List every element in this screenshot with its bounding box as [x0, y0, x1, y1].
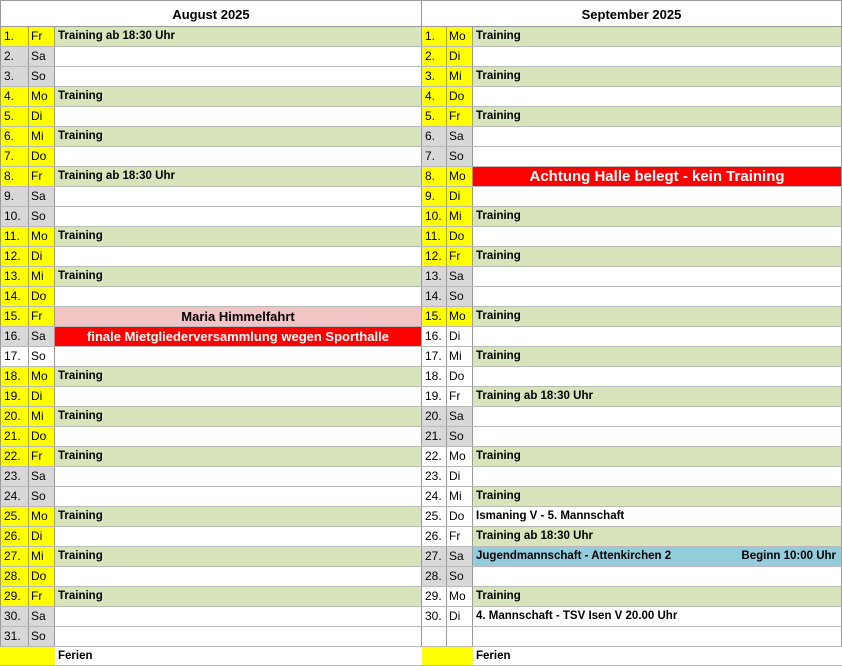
event-entry — [55, 267, 422, 286]
weekday: Sa — [29, 47, 55, 66]
event-entry — [55, 407, 422, 426]
day-number: 8. — [422, 167, 447, 186]
event-text: Training ab 18:30 Uhr — [476, 530, 593, 542]
event-entry — [473, 587, 842, 606]
september-title: September 2025 — [422, 0, 842, 27]
september-row — [422, 167, 842, 187]
event-entry — [473, 67, 842, 86]
event-entry — [473, 327, 842, 346]
day-number: 13. — [0, 267, 29, 286]
weekday: So — [447, 427, 473, 446]
weekday: Fr — [447, 247, 473, 266]
day-number: 7. — [422, 147, 447, 166]
event-entry — [55, 27, 422, 46]
august-legend-row — [0, 647, 422, 666]
weekday: Mi — [447, 487, 473, 506]
event-entry — [473, 387, 842, 406]
event-entry — [473, 467, 842, 486]
weekday: Sa — [447, 267, 473, 286]
event-entry — [473, 487, 842, 506]
day-number: 21. — [0, 427, 29, 446]
september-row — [422, 307, 842, 327]
event-text: Ismaning V - 5. Mannschaft — [476, 510, 625, 522]
event-entry — [473, 347, 842, 366]
event-entry — [55, 87, 422, 106]
day-number: 29. — [0, 587, 29, 606]
day-number: 15. — [422, 307, 447, 326]
august-row — [0, 527, 422, 547]
event-entry — [473, 427, 842, 446]
weekday: Do — [29, 567, 55, 586]
event-entry — [55, 387, 422, 406]
day-number: 17. — [422, 347, 447, 366]
day-number: 22. — [422, 447, 447, 466]
event-entry — [473, 187, 842, 206]
day-number: 31. — [0, 627, 29, 646]
september-row — [422, 587, 842, 607]
day-number: 27. — [0, 547, 29, 566]
weekday: Mo — [447, 167, 473, 186]
weekday: Fr — [447, 527, 473, 546]
weekday: Sa — [29, 467, 55, 486]
weekday: Sa — [29, 187, 55, 206]
event-entry — [55, 227, 422, 246]
weekday — [447, 627, 473, 646]
legend-label: Ferien — [55, 647, 422, 665]
event-text: Training ab 18:30 Uhr — [58, 170, 175, 182]
weekday: So — [29, 207, 55, 226]
event-text: Training — [476, 110, 521, 122]
event-entry — [55, 527, 422, 546]
september-row — [422, 287, 842, 307]
day-number: 8. — [0, 167, 29, 186]
weekday: Di — [29, 527, 55, 546]
august-row — [0, 467, 422, 487]
day-number: 9. — [422, 187, 447, 206]
event-text: Training — [58, 410, 103, 422]
day-number: 21. — [422, 427, 447, 446]
weekday: So — [447, 567, 473, 586]
august-row — [0, 627, 422, 647]
august-row — [0, 427, 422, 447]
day-number: 4. — [0, 87, 29, 106]
event-text: Training — [58, 510, 103, 522]
event-text: Training ab 18:30 Uhr — [476, 390, 593, 402]
day-number: 18. — [422, 367, 447, 386]
weekday: Mi — [447, 207, 473, 226]
day-number: 28. — [422, 567, 447, 586]
august-row — [0, 507, 422, 527]
event-entry — [473, 227, 842, 246]
event-text: Training — [58, 130, 103, 142]
weekday: Fr — [29, 447, 55, 466]
weekday: Di — [29, 107, 55, 126]
weekday: Sa — [29, 327, 55, 346]
weekday: Mi — [29, 407, 55, 426]
weekday: So — [29, 347, 55, 366]
weekday: Fr — [29, 27, 55, 46]
august-row — [0, 547, 422, 567]
day-number: 10. — [422, 207, 447, 226]
weekday: Mo — [29, 227, 55, 246]
event-text: Training — [476, 70, 521, 82]
weekday: Do — [447, 87, 473, 106]
august-row — [0, 587, 422, 607]
day-number: 5. — [422, 107, 447, 126]
day-number: 15. — [0, 307, 29, 326]
day-number: 19. — [422, 387, 447, 406]
event-entry — [55, 287, 422, 306]
event-text: Training — [476, 450, 521, 462]
august-row — [0, 47, 422, 67]
weekday: Sa — [447, 547, 473, 566]
september-row — [422, 547, 842, 567]
day-number: 12. — [0, 247, 29, 266]
august-row — [0, 127, 422, 147]
august-row — [0, 327, 422, 347]
day-number: 24. — [0, 487, 29, 506]
legend-label: Ferien — [473, 647, 842, 665]
day-number: 17. — [0, 347, 29, 366]
event-text: Training — [476, 490, 521, 502]
event-text: Training — [58, 90, 103, 102]
september-row — [422, 387, 842, 407]
event-entry — [473, 107, 842, 126]
day-number: 20. — [0, 407, 29, 426]
event-entry — [55, 47, 422, 66]
weekday: Mo — [29, 367, 55, 386]
event-entry — [473, 167, 842, 186]
event-entry — [55, 347, 422, 366]
weekday: Di — [447, 47, 473, 66]
event-entry — [55, 127, 422, 146]
event-text: Training — [476, 590, 521, 602]
weekday: Do — [29, 147, 55, 166]
event-text: Training — [476, 210, 521, 222]
event-entry — [473, 547, 842, 566]
event-entry — [473, 267, 842, 286]
event-entry — [473, 527, 842, 546]
september-row — [422, 327, 842, 347]
september-row — [422, 347, 842, 367]
day-number: 2. — [422, 47, 447, 66]
event-start-time: Beginn 10:00 Uhr — [741, 550, 836, 562]
september-row — [422, 247, 842, 267]
event-entry — [473, 407, 842, 426]
august-row — [0, 67, 422, 87]
event-entry — [55, 147, 422, 166]
event-entry — [473, 507, 842, 526]
august-row — [0, 287, 422, 307]
event-text: Training — [476, 30, 521, 42]
august-row — [0, 247, 422, 267]
weekday: Di — [447, 607, 473, 626]
weekday: Mi — [447, 347, 473, 366]
event-entry — [473, 87, 842, 106]
september-row — [422, 427, 842, 447]
weekday: Do — [447, 507, 473, 526]
weekday: Di — [447, 327, 473, 346]
event-entry — [55, 107, 422, 126]
day-number — [422, 627, 447, 646]
august-row — [0, 27, 422, 47]
day-number: 16. — [422, 327, 447, 346]
september-row — [422, 467, 842, 487]
day-number: 6. — [422, 127, 447, 146]
weekday: So — [29, 67, 55, 86]
september-row — [422, 487, 842, 507]
day-number: 25. — [422, 507, 447, 526]
september-row — [422, 67, 842, 87]
event-text: Training — [58, 450, 103, 462]
day-number: 29. — [422, 587, 447, 606]
august-row — [0, 167, 422, 187]
weekday: Mi — [29, 267, 55, 286]
event-entry — [55, 427, 422, 446]
day-number: 10. — [0, 207, 29, 226]
weekday: Di — [447, 187, 473, 206]
weekday: Do — [29, 427, 55, 446]
august-calendar — [0, 0, 422, 663]
september-row — [422, 187, 842, 207]
day-number: 4. — [422, 87, 447, 106]
event-text: Training — [58, 550, 103, 562]
holiday-color-swatch — [422, 647, 473, 665]
day-number: 11. — [0, 227, 29, 246]
weekday: Fr — [29, 307, 55, 326]
weekday: Mo — [29, 507, 55, 526]
event-text: Training — [58, 590, 103, 602]
event-entry — [473, 567, 842, 586]
day-number: 13. — [422, 267, 447, 286]
september-row — [422, 407, 842, 427]
event-text: Training — [58, 270, 103, 282]
day-number: 26. — [0, 527, 29, 546]
september-row — [422, 87, 842, 107]
day-number: 30. — [422, 607, 447, 626]
august-row — [0, 367, 422, 387]
event-text: Training ab 18:30 Uhr — [58, 30, 175, 42]
day-number: 1. — [422, 27, 447, 46]
day-number: 27. — [422, 547, 447, 566]
event-text: finale Mietgliederversammlung wegen Sporthalle — [87, 329, 389, 344]
weekday: Fr — [447, 387, 473, 406]
event-entry — [55, 507, 422, 526]
event-text: Training — [476, 310, 521, 322]
event-entry — [55, 627, 422, 646]
september-row — [422, 527, 842, 547]
weekday: So — [29, 627, 55, 646]
day-number: 16. — [0, 327, 29, 346]
august-row — [0, 147, 422, 167]
event-entry — [55, 207, 422, 226]
weekday: So — [447, 287, 473, 306]
event-text: Training — [58, 230, 103, 242]
weekday: So — [447, 147, 473, 166]
day-number: 3. — [422, 67, 447, 86]
august-row — [0, 487, 422, 507]
day-number: 7. — [0, 147, 29, 166]
day-number: 5. — [0, 107, 29, 126]
september-row — [422, 107, 842, 127]
event-entry — [473, 127, 842, 146]
event-text: Training — [476, 250, 521, 262]
event-entry — [473, 367, 842, 386]
weekday: Do — [447, 227, 473, 246]
event-entry — [55, 67, 422, 86]
september-row — [422, 367, 842, 387]
event-text: Maria Himmelfahrt — [181, 309, 295, 324]
day-number: 20. — [422, 407, 447, 426]
event-entry — [473, 27, 842, 46]
weekday: Di — [447, 467, 473, 486]
september-row — [422, 227, 842, 247]
august-row — [0, 107, 422, 127]
september-legend-row — [422, 647, 842, 666]
event-entry — [473, 447, 842, 466]
weekday: Di — [29, 247, 55, 266]
day-number: 9. — [0, 187, 29, 206]
weekday: Mo — [447, 27, 473, 46]
event-entry — [473, 607, 842, 626]
september-row — [422, 47, 842, 67]
day-number: 22. — [0, 447, 29, 466]
weekday: Sa — [447, 407, 473, 426]
august-row — [0, 447, 422, 467]
day-number: 12. — [422, 247, 447, 266]
event-entry — [55, 607, 422, 626]
august-row — [0, 187, 422, 207]
event-entry — [55, 547, 422, 566]
weekday: Do — [29, 287, 55, 306]
event-entry — [55, 487, 422, 506]
september-row — [422, 267, 842, 287]
weekday: Mo — [447, 307, 473, 326]
day-number: 14. — [422, 287, 447, 306]
august-row — [0, 387, 422, 407]
september-row — [422, 127, 842, 147]
day-number: 1. — [0, 27, 29, 46]
august-row — [0, 407, 422, 427]
event-entry — [55, 327, 422, 346]
day-number: 11. — [422, 227, 447, 246]
event-entry — [473, 627, 842, 646]
weekday: So — [29, 487, 55, 506]
event-entry — [55, 167, 422, 186]
august-row — [0, 607, 422, 627]
event-entry — [473, 247, 842, 266]
weekday: Di — [29, 387, 55, 406]
event-text: Jugendmannschaft - Attenkirchen 2 — [476, 550, 672, 562]
day-number: 3. — [0, 67, 29, 86]
august-row — [0, 567, 422, 587]
august-row — [0, 307, 422, 327]
event-entry — [473, 47, 842, 66]
day-number: 23. — [422, 467, 447, 486]
event-entry — [473, 307, 842, 326]
event-text: Achtung Halle belegt - kein Training — [529, 168, 785, 185]
day-number: 25. — [0, 507, 29, 526]
day-number: 26. — [422, 527, 447, 546]
event-text: Training — [476, 350, 521, 362]
day-number: 24. — [422, 487, 447, 506]
weekday: Fr — [447, 107, 473, 126]
september-calendar — [422, 0, 842, 663]
september-row — [422, 207, 842, 227]
day-number: 23. — [0, 467, 29, 486]
september-row — [422, 147, 842, 167]
august-row — [0, 347, 422, 367]
event-entry — [473, 287, 842, 306]
weekday: Do — [447, 367, 473, 386]
september-row — [422, 567, 842, 587]
september-row — [422, 607, 842, 627]
september-row — [422, 507, 842, 527]
august-row — [0, 207, 422, 227]
weekday: Mi — [29, 127, 55, 146]
event-entry — [473, 207, 842, 226]
day-number: 30. — [0, 607, 29, 626]
event-entry — [55, 367, 422, 386]
event-text: 4. Mannschaft - TSV Isen V 20.00 Uhr — [476, 610, 678, 622]
day-number: 18. — [0, 367, 29, 386]
weekday: Fr — [29, 167, 55, 186]
august-row — [0, 227, 422, 247]
september-row — [422, 27, 842, 47]
august-row — [0, 267, 422, 287]
event-text: Training — [58, 370, 103, 382]
weekday: Mi — [447, 67, 473, 86]
event-entry — [55, 307, 422, 326]
event-entry — [55, 447, 422, 466]
event-entry — [55, 567, 422, 586]
day-number: 28. — [0, 567, 29, 586]
event-entry — [55, 247, 422, 266]
day-number: 14. — [0, 287, 29, 306]
weekday: Mo — [447, 587, 473, 606]
weekday: Mo — [447, 447, 473, 466]
day-number: 6. — [0, 127, 29, 146]
weekday: Mi — [29, 547, 55, 566]
day-number: 19. — [0, 387, 29, 406]
august-row — [0, 87, 422, 107]
day-number: 2. — [0, 47, 29, 66]
september-empty-row — [422, 627, 842, 647]
weekday: Sa — [29, 607, 55, 626]
event-entry — [55, 467, 422, 486]
holiday-color-swatch — [0, 647, 55, 665]
event-entry — [55, 587, 422, 606]
weekday: Fr — [29, 587, 55, 606]
weekday: Sa — [447, 127, 473, 146]
event-entry — [55, 187, 422, 206]
august-title: August 2025 — [0, 0, 422, 27]
event-entry — [473, 147, 842, 166]
weekday: Mo — [29, 87, 55, 106]
september-row — [422, 447, 842, 467]
